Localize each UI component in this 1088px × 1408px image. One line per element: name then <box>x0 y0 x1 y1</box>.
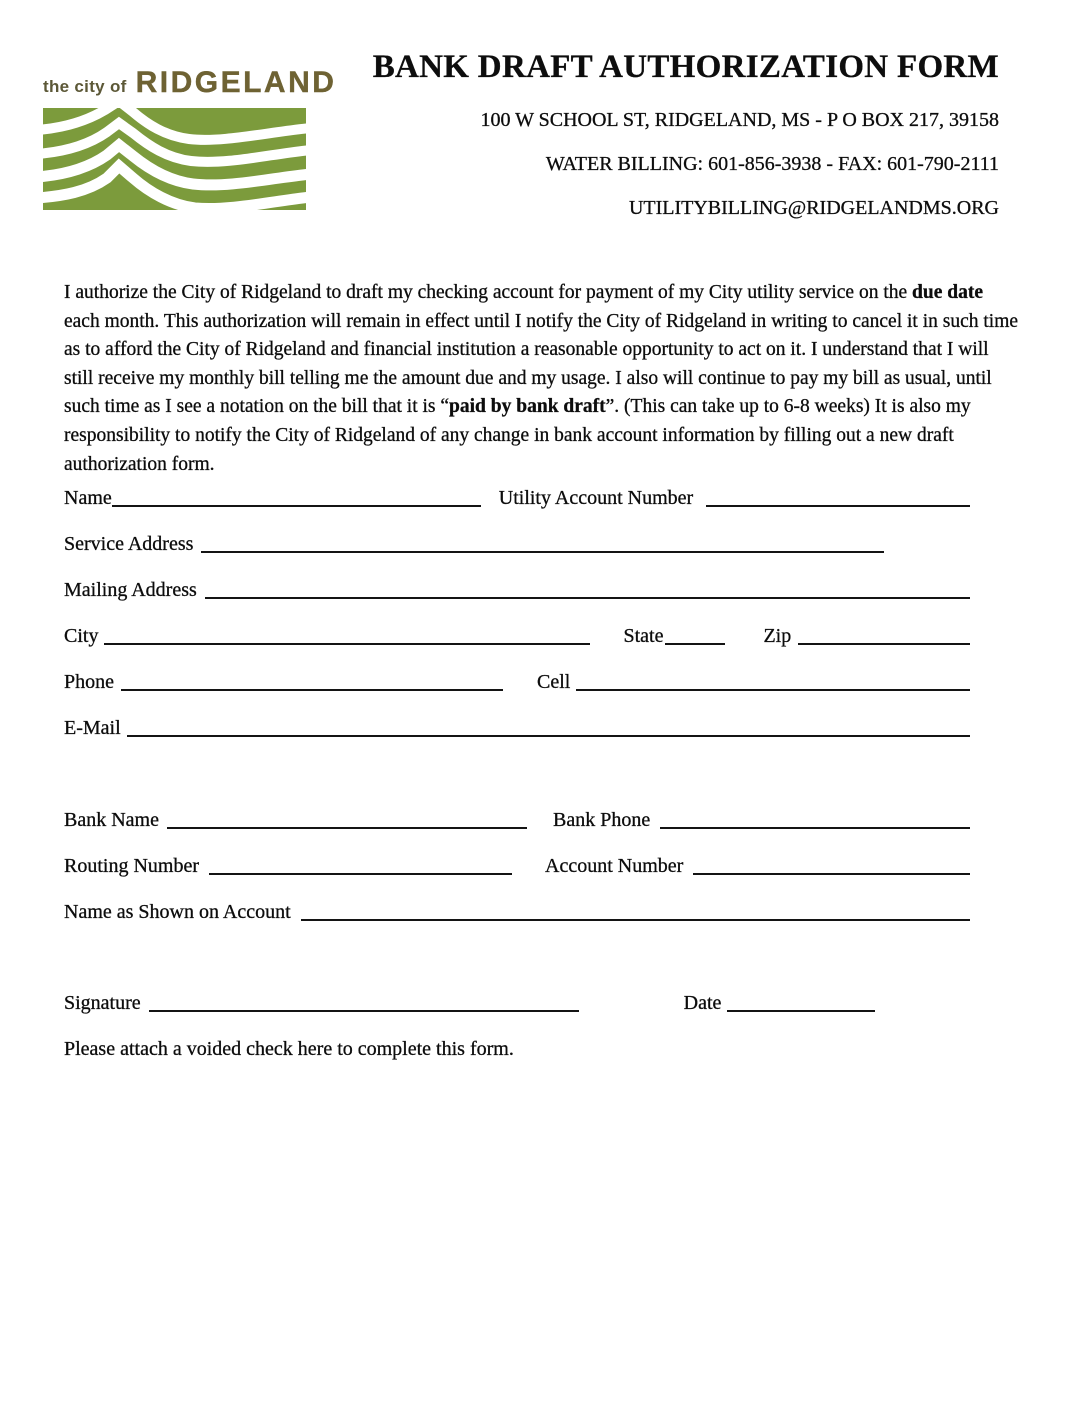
bank-phone-label: Bank Phone <box>552 809 651 831</box>
paragraph-segment: ”. (This can take up to 6-8 weeks) It is also my responsibility to notify the City of Ridgeland of any change in bank account information by filling out a new draft authorization form. <box>64 396 971 475</box>
state-input-line[interactable] <box>665 637 725 645</box>
bank-phone-input-line[interactable] <box>660 821 970 829</box>
name-on-account-row <box>64 880 970 924</box>
mailing-address-row <box>64 558 970 602</box>
zip-input-line[interactable] <box>798 637 970 645</box>
logo-wordmark <box>43 66 337 100</box>
routing-number-input-line[interactable] <box>209 867 512 875</box>
cell-label: Cell <box>537 671 571 693</box>
phone-cell-row <box>64 650 970 694</box>
logo-tagline: the city of <box>43 77 127 96</box>
email-row <box>64 696 970 740</box>
signature-label: Signature <box>64 992 141 1014</box>
city-state-zip-row <box>64 604 970 648</box>
document-header <box>340 48 999 218</box>
routing-number-label: Routing Number <box>64 855 199 877</box>
email-label: E-Mail <box>64 717 121 739</box>
street-address-line: 100 W SCHOOL ST, RIDGELAND, MS - P O BOX 217, 39158 <box>480 109 999 131</box>
paid-by-bank-draft-bold-text: paid by bank draft <box>449 396 606 418</box>
bank-name-label: Bank Name <box>64 809 159 831</box>
service-address-input-line[interactable] <box>201 545 884 553</box>
utility-account-number-input-line[interactable] <box>706 499 970 507</box>
utility-account-number-label: Utility Account Number <box>498 487 694 509</box>
mailing-address-input-line[interactable] <box>205 591 970 599</box>
bank-name-row <box>64 788 970 832</box>
city-label: City <box>64 625 99 647</box>
bank-name-input-line[interactable] <box>167 821 527 829</box>
cell-input-line[interactable] <box>576 683 970 691</box>
due-date-bold-text: due date <box>912 282 983 303</box>
name-label: Name <box>64 487 112 509</box>
mailing-address-label: Mailing Address <box>64 579 197 601</box>
account-number-input-line[interactable] <box>693 867 970 875</box>
name-on-account-input-line[interactable] <box>301 913 970 921</box>
routing-account-row <box>64 834 970 878</box>
form-fields <box>64 466 970 1059</box>
email-line: UTILITYBILLING@RIDGELANDMS.ORG <box>628 197 999 219</box>
name-on-account-label: Name as Shown on Account <box>64 901 291 923</box>
name-row <box>64 466 970 510</box>
state-label: State <box>623 625 664 647</box>
email-input-line[interactable] <box>127 729 970 737</box>
date-label: Date <box>683 992 722 1014</box>
signature-date-row <box>64 971 970 1015</box>
date-input-line[interactable] <box>727 1004 875 1012</box>
service-address-row <box>64 512 970 556</box>
name-input-line[interactable] <box>112 499 481 507</box>
phone-input-line[interactable] <box>121 683 503 691</box>
account-number-label: Account Number <box>545 855 684 877</box>
page-title: BANK DRAFT AUTHORIZATION FORM <box>372 49 999 85</box>
city-input-line[interactable] <box>104 637 590 645</box>
voided-check-note: Please attach a voided check here to complete this form. <box>64 1038 514 1060</box>
paragraph-segment: I authorize the City of Ridgeland to draft my checking account for payment of my City utility service on the <box>64 282 913 303</box>
signature-input-line[interactable] <box>149 1004 579 1012</box>
paragraph-segment: each month. This authorization will remain in effect until I notify the City of Ridgeland in writing to cancel it in such time as to afford the City of Ridgeland and financial institution a reasonable opportunity to act on it. I understand that I will still receive my monthly bill telling me the amount due and my usage. I also will continue to pay my bill as usual, until such time as I see a notation on the bill that it is “ <box>64 310 1019 418</box>
logo-city-name: RIDGELAND <box>135 66 337 99</box>
zip-label: Zip <box>763 625 792 647</box>
phone-label: Phone <box>64 671 114 693</box>
service-address-label: Service Address <box>64 533 194 555</box>
ridge-waves-logo-icon <box>43 108 306 210</box>
phone-fax-line: WATER BILLING: 601-856-3938 - FAX: 601-790-2111 <box>545 153 999 175</box>
authorization-paragraph <box>64 279 1020 479</box>
city-of-ridgeland-logo <box>43 66 337 210</box>
